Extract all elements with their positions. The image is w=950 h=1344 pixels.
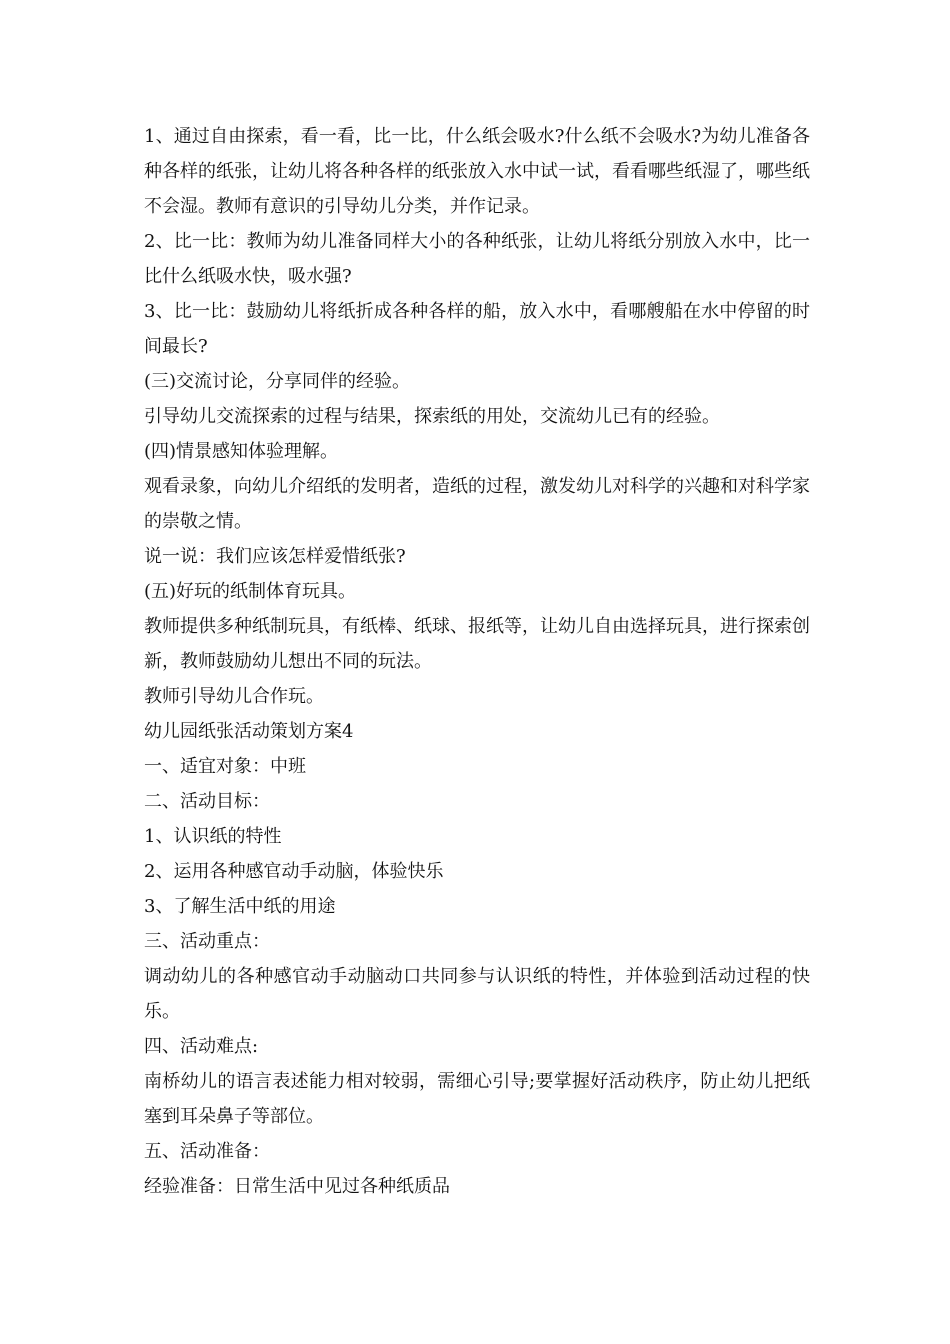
list-item: 3、了解生活中纸的用途 [144,896,336,917]
paragraph: 1、通过自由探索，看一看，比一比，什么纸会吸水?什么纸不会吸水?为幼儿准备各种各样的纸张，让幼儿将各种各样的纸张放入水中试一试，看看哪些纸湿了，哪些纸不会湿。教师有意识的引导幼儿分类，并作记录。 [144,126,810,217]
list-item: 1、认识纸的特性 [144,826,282,847]
paragraph: 南桥幼儿的语言表述能力相对较弱，需细心引导;要掌握好活动秩序，防止幼儿把纸塞到耳朵鼻子等部位。 [144,1071,810,1127]
paragraph: 说一说：我们应该怎样爱惜纸张? [144,546,406,567]
section-heading: 四、活动难点: [144,1036,259,1057]
document-subtitle: 幼儿园纸张活动策划方案4 [144,721,354,742]
paragraph: 观看录象，向幼儿介绍纸的发明者，造纸的过程，激发幼儿对科学的兴趣和对科学家的崇敬之情。 [144,476,810,532]
paragraph: 经验准备：日常生活中见过各种纸质品 [144,1176,450,1197]
section-heading: (三)交流讨论，分享同伴的经验。 [144,371,411,392]
section-heading: 三、活动重点： [144,931,270,952]
paragraph: 2、比一比：教师为幼儿准备同样大小的各种纸张，让幼儿将纸分别放入水中，比一比什么纸吸水快，吸水强? [144,231,810,287]
paragraph: 引导幼儿交流探索的过程与结果，探索纸的用处，交流幼儿已有的经验。 [144,406,720,427]
section-heading: (四)情景感知体验理解。 [144,441,339,462]
section-heading: (五)好玩的纸制体育玩具。 [144,581,357,602]
paragraph: 教师提供多种纸制玩具，有纸棒、纸球、报纸等，让幼儿自由选择玩具，进行探索创新，教师鼓励幼儿想出不同的玩法。 [144,616,810,672]
section-heading: 五、活动准备： [144,1141,270,1162]
paragraph: 3、比一比：鼓励幼儿将纸折成各种各样的船，放入水中，看哪艘船在水中停留的时间最长? [144,301,810,357]
document-body [144,119,810,1204]
list-item: 2、运用各种感官动手动脑，体验快乐 [144,861,444,882]
section-heading: 一、适宜对象：中班 [144,756,306,777]
paragraph: 教师引导幼儿合作玩。 [144,686,324,707]
paragraph: 调动幼儿的各种感官动手动脑动口共同参与认识纸的特性，并体验到活动过程的快乐。 [144,966,810,1022]
section-heading: 二、活动目标： [144,791,270,812]
